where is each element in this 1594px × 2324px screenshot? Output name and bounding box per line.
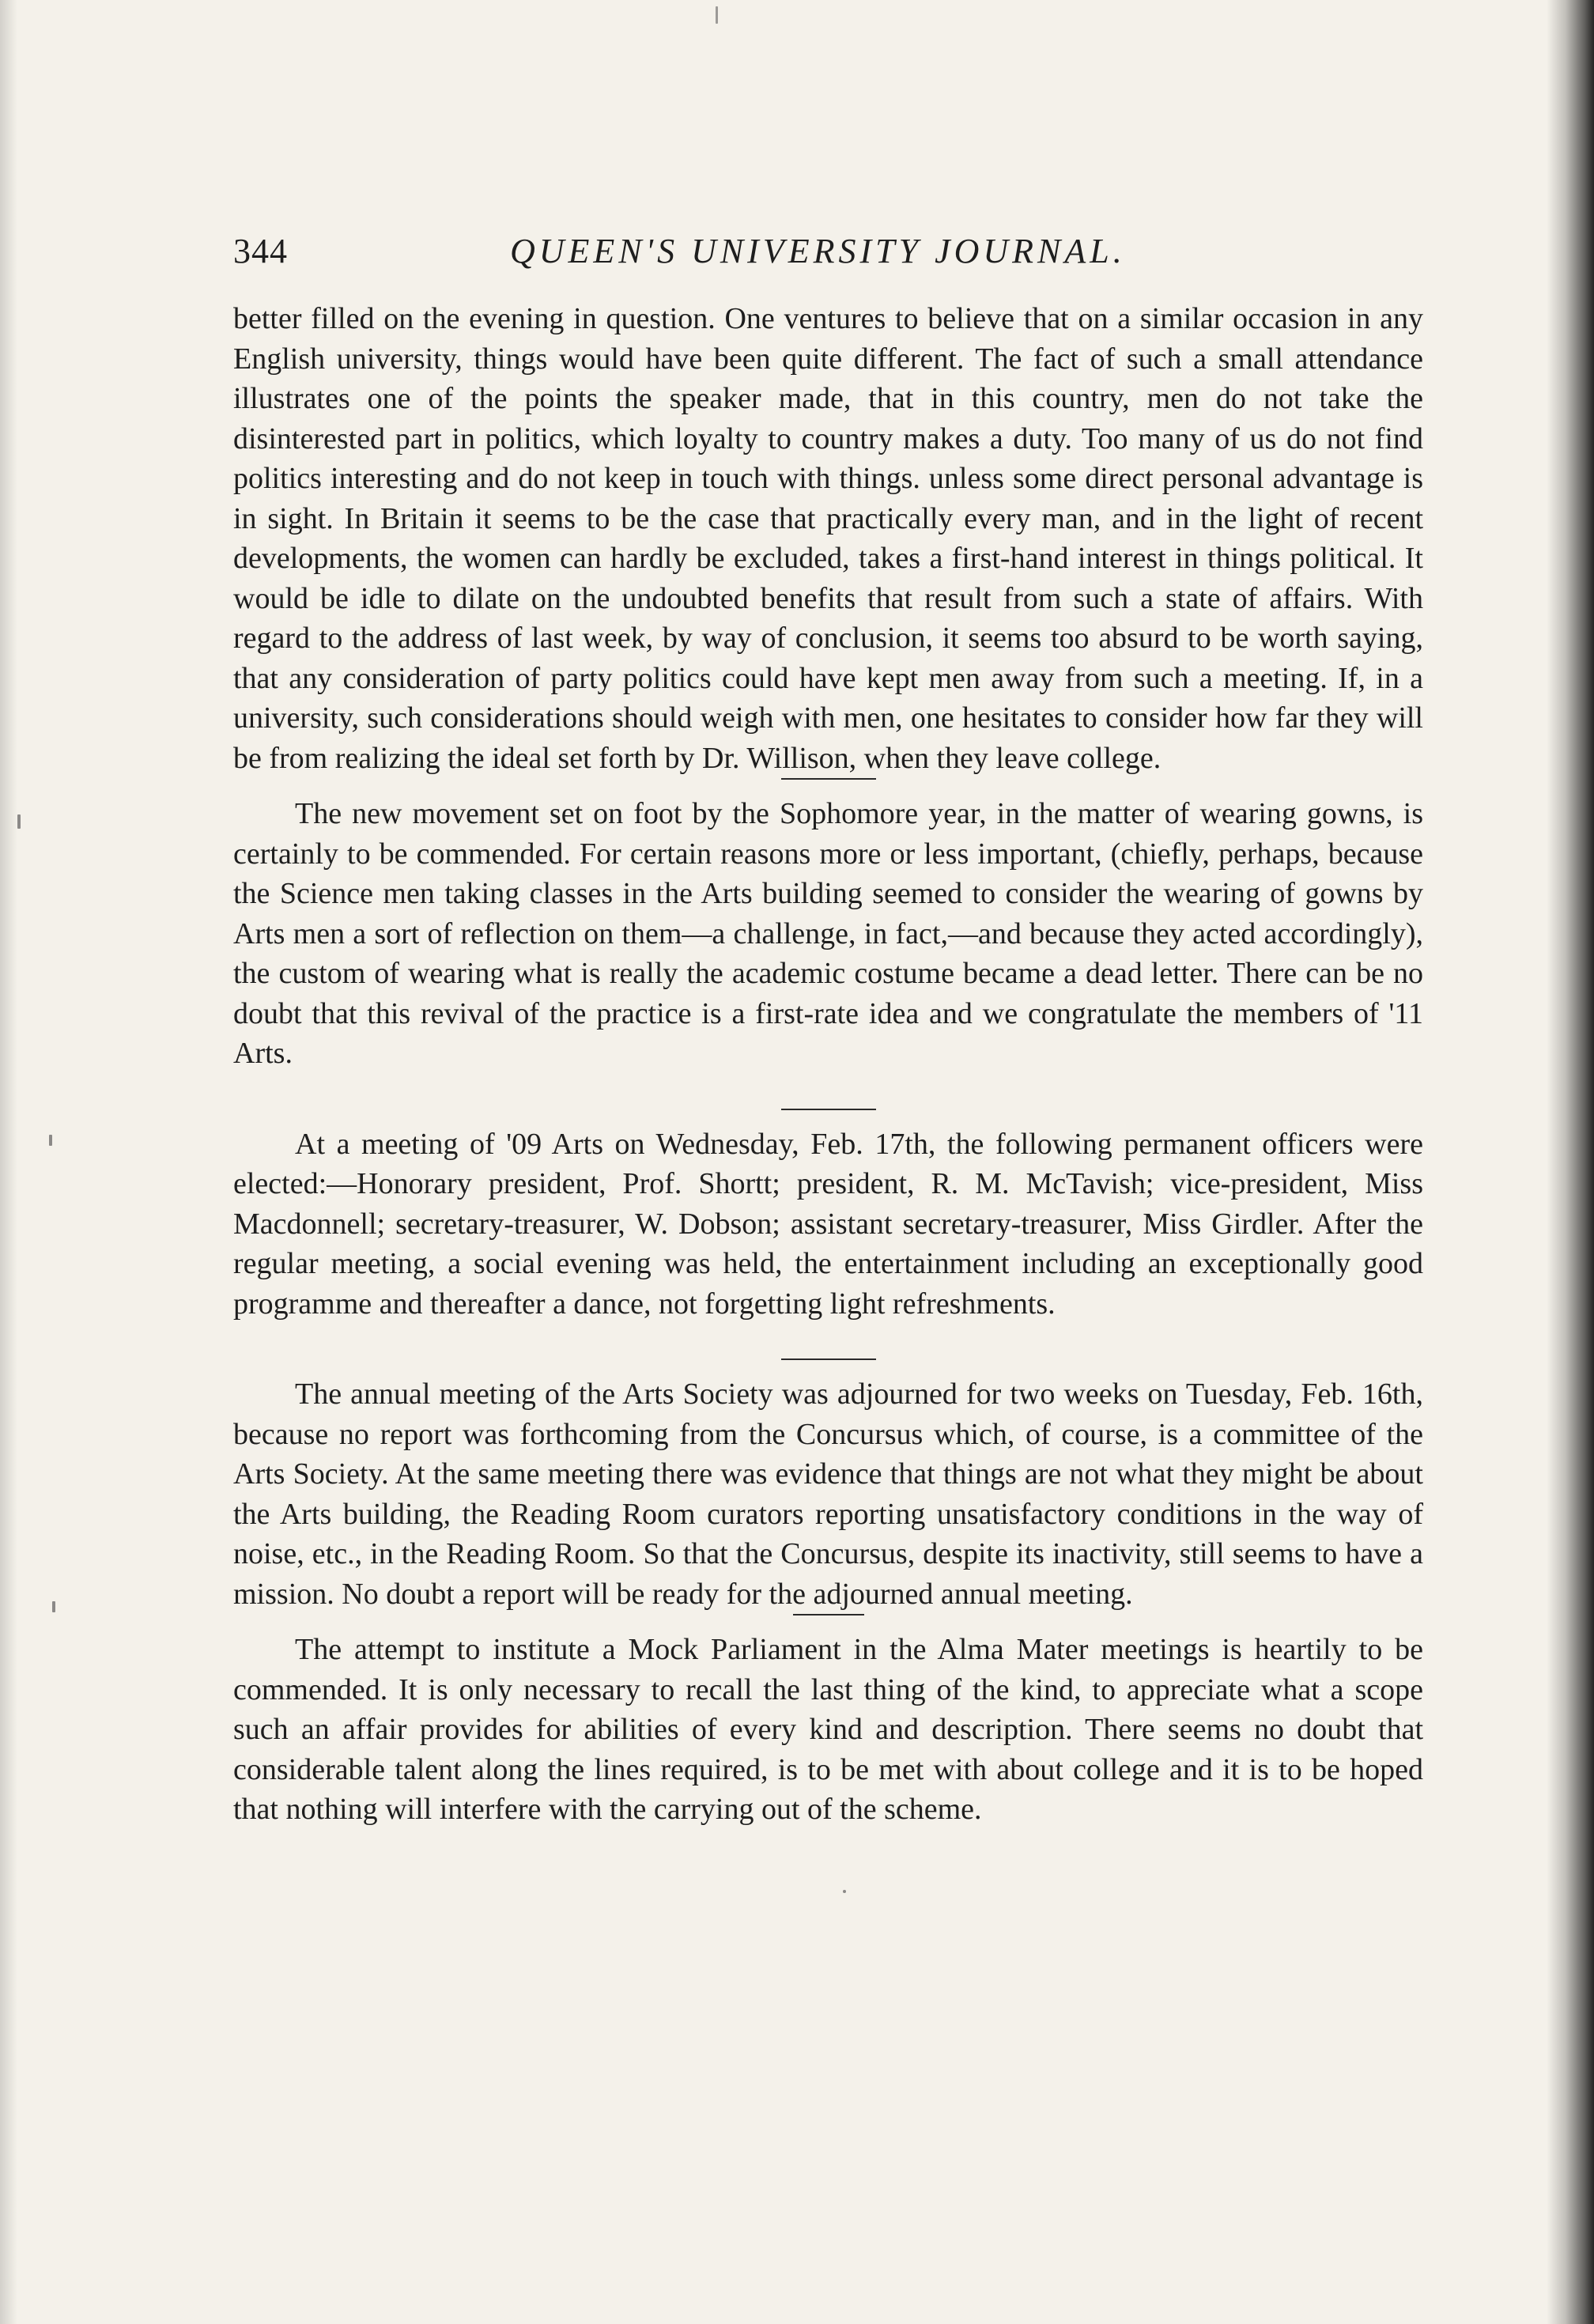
scan-edge-left (0, 0, 17, 2324)
page-number: 344 (233, 232, 288, 270)
article-body (233, 299, 1423, 1830)
paragraph-4: The annual meeting of the Arts Society was adjourned for two weeks on Tuesday, Feb. 16th, because no report was forthcoming from the Concursus which, of course, is a committee of the Arts Society. At the same meeting there was evidence that things are not what they might be about the Arts building, the Reading Room curators reporting unsatisfactory conditions in the way of noise, etc., in the Reading Room. So that the Concursus, despite its inactivity, still seems to have a mission. No doubt a report will be ready for the adjourned annual meeting. (233, 1377, 1423, 1611)
running-title: QUEEN'S UNIVERSITY JOURNAL. (510, 232, 1126, 270)
scan-mark (843, 1890, 846, 1893)
page-header (233, 231, 1427, 286)
scan-mark (49, 1135, 52, 1146)
scan-mark (716, 6, 718, 24)
paragraph-5: The attempt to institute a Mock Parliament in the Alma Mater meetings is heartily to be commended. It is only necessary to recall the last thing of the kind, to appreciate what a scope such an affair provides for abilities of every kind and description. There seems no doubt that considerable talent along the lines required, is to be met with about college and it is to be hoped that nothing will interfere with the carrying out of the scheme. (233, 1633, 1423, 1826)
scan-edge-right (1547, 0, 1594, 2324)
paragraph-1: better filled on the evening in question. One ventures to believe that on a similar occasion in any English university, things would have been quite different. The fact of such a small attendance illustrates one of the points the speaker made, that in this country, men do not take the disinterested part in politics, which loyalty to country makes a duty. Too many of us do not find politics interesting and do not keep in touch with things. unless some direct personal advantage is in sight. In Britain it seems to be the case that practically every man, and in the light of recent developments, the women can hardly be excluded, takes a first-hand interest in things political. It would be idle to dilate on the undoubted benefits that result from such a state of affairs. With regard to the address of last week, by way of conclusion, it seems too absurd to be worth saying, that any consideration of party politics could have kept men away from such a meeting. If, in a university, such considerations should weigh with men, one hesitates to consider how far they will be from realizing the ideal set forth by Dr. Willison, when they leave college. (233, 302, 1423, 775)
scan-mark (17, 814, 21, 829)
paragraph-2: The new movement set on foot by the Sophomore year, in the matter of wearing gowns, is certainly to be commended. For certain reasons more or less important, (chiefly, perhaps, because the Science men taking classes in the Arts building seemed to consider the wearing of gowns by Arts men a sort of reflection on them—a challenge, in fact,—and because they acted accordingly), the custom of wearing what is really the academic costume became a dead letter. There can be no doubt that this revival of the practice is a first-rate idea and we congratulate the members of '11 Arts. (233, 797, 1423, 1070)
paragraph-3: At a meeting of '09 Arts on Wednesday, Feb. 17th, the following permanent officers were elected:—Honorary president, Prof. Shortt; president, R. M. McTavish; vice-president, Miss Macdonnell; secretary-treasurer, W. Dobson; assistant secretary-treasurer, Miss Girdler. After the regular meeting, a social evening was held, the entertainment including an exceptionally good programme and thereafter a dance, not forgetting light refreshments. (233, 1127, 1423, 1321)
scan-mark (52, 1601, 55, 1612)
